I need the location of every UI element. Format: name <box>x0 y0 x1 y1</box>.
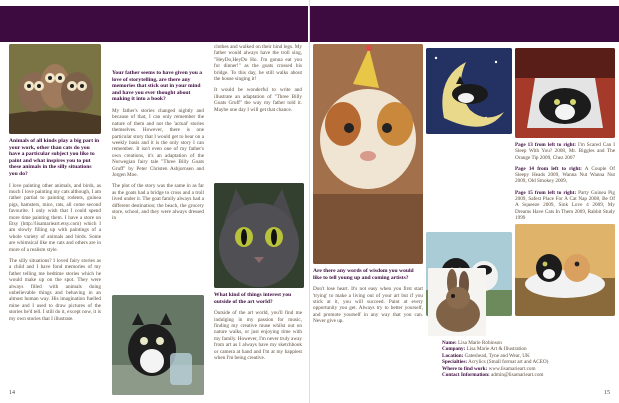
caption-page-13 <box>515 142 615 161</box>
contact-label: Name: <box>442 340 457 346</box>
contact-value: Lisa Marie Robinson <box>458 340 502 346</box>
caption-lead: Page 14 from left to right: <box>515 165 582 172</box>
caption-lead: Page 15 from left to right: <box>515 189 577 196</box>
page-number-left: 14 <box>9 390 15 396</box>
page-number-right: 15 <box>604 390 610 396</box>
caption-text: A Couple Of Sleepy Heads 2009, Wanna Nut Wanna Nut 2009, Old Smokey 2009, <box>515 165 616 185</box>
sink-cats-illustration <box>515 224 615 316</box>
caption-page-15 <box>515 190 615 221</box>
owls-illustration <box>9 44 101 134</box>
contact-label: Where to find work: <box>442 365 488 372</box>
paragraph: Outside of the art world, you'll find me indulging in my passion for music, finding my creative muse whilst out on nature walks, or just enjoying time with my family. However, I'm never truly away from art as I always have my sketchbook or camera at hand and I'm at my happiest when I'm being creative. <box>214 310 302 362</box>
contact-value: Lisa Marie Art & Illustration <box>466 346 527 353</box>
paragraph: Don't lose heart. It's not easy when you first start 'trying' to make a living out of your art but if you stick at it, you will succeed. Paint at every opportunity you get. Always try to better yourself, and promote yourself in any way that you can. Never give up. <box>313 286 423 325</box>
paragraph: I love painting other animals, and birds, as much I love painting my cats although, I am rather partial to painting rodents, guinea pigs, hamsters, mice, rats, all come second favourite. I only wish that I could spend more time painting them. I have a store on Etsy (http://lisamarieart.etsy.com) which I am slowly filling up with paintings of a whole variety of animals and birds. Some are whimsical like me cats and others are in more of a realism style. <box>9 182 101 253</box>
cat-bag-illustration <box>515 48 615 138</box>
owls-painting <box>9 44 101 134</box>
rabbit-illustration <box>428 268 486 336</box>
contact-label: Specialties: <box>442 359 468 366</box>
moon-cat-painting <box>426 48 512 134</box>
header-band <box>0 6 308 42</box>
sink-cats-painting <box>515 224 615 316</box>
right-page <box>310 0 619 403</box>
question-animals: Animals of all kinds play a big part in your work, other than cats do you have a particular subject you like to paint and what inspires you to put these animals in the silly situations you do? <box>9 138 100 177</box>
grey-cat-painting <box>214 183 304 288</box>
caption-page-14 <box>515 166 615 185</box>
contact-label: Location: <box>442 352 464 359</box>
captions-block <box>515 142 615 226</box>
rabbit-painting <box>428 268 486 336</box>
contact-email-row <box>442 372 612 378</box>
cat-bag-painting <box>515 48 615 138</box>
left-column-2 <box>112 70 204 227</box>
cat-jar-illustration <box>112 295 204 395</box>
caption-lead: Page 13 from left to right: <box>515 142 576 148</box>
contact-label: Company: <box>442 346 466 353</box>
paragraph: My father's stories changed nightly and because of that, I can only remember the nature of them and not the 'actual' stories themselves. However, there is one particular story that I would get to hear on a weekly basis and it is the only story I can remember. It isn't even one of my father's own creations, it's an adaptation of the Norwegian fairy tale "Three Billy Goats Gruff" by Peter Christen Asbjornsen and Jorgen Moe. <box>112 107 204 179</box>
moon-cat-illustration <box>426 48 512 134</box>
header-band <box>310 6 619 42</box>
left-column-1 <box>9 138 101 327</box>
contact-value: Acrylics (Small format art and ACEO) <box>468 359 549 366</box>
contact-label: Contact Information: <box>442 372 490 379</box>
question-interests: What kind of things interest you outside of the art world? <box>214 292 292 305</box>
paragraph: The silly situations? I loved fairy stories as a child and I have fond memories of my father telling me bedtime stories which he would make up on the spot. They were always filled with animals doing unbelievable things and behaving in an almost human way. His imagination fuelled mine and I used to draw pictures of the stories he'd tell. I still do it, except now, it is my own stories that I illustrate. <box>9 258 101 322</box>
cat-jar-painting <box>112 295 204 395</box>
guinea-pig-painting <box>313 44 423 264</box>
left-column-3 <box>214 44 302 118</box>
question-storytelling: Your father seems to have given you a love of storytelling, are there any memories that stick out in your mind and have you ever thought about making it into a book? <box>112 70 203 103</box>
contact-value: admin@lisamarieart.com <box>491 372 544 379</box>
caption-text: I'm Scared Can I Sleep With You? 2008, Mr. Biggles and The Orange Tip 2009, Chez 2007 <box>515 142 615 161</box>
paragraph: clothes and walked on their hind legs. My father would always have the troll sing, "HeyDo,HeyDo Ho. I'm gonna eat you for dinner!" as the goats crossed his bridge. To this day, he still walks about the house singing it! <box>214 44 302 83</box>
left-column-3-lower <box>214 292 302 366</box>
contact-details <box>442 340 612 378</box>
question-wisdom: Are there any words of wisdom you would like to tell young up and coming artists? <box>313 268 414 281</box>
contact-value: www.lisamarieart.com <box>488 365 536 372</box>
caption-text: Party Guinea Pig 2009, Safest Place For A Cat Nap 2008, Be Of A Squeeze 2009, Sink Love 4 2009, My Dreams Have Cats In Them 2009, Rabbit Study 1999 <box>515 189 615 221</box>
right-column-1 <box>313 268 423 330</box>
paragraph: It would be wonderful to write and illustrate an adaptation of "Three Billy Goats Gruff" the way my father told it. Maybe one day I will get that chance. <box>214 87 302 113</box>
grey-cat-illustration <box>214 183 304 288</box>
paragraph: The plot of the story was the same in as far as the goats had a bridge to cross and a troll lived under it. The goat family always had a different destination; the beach, the grocery store, school, and they were always dressed in <box>112 183 204 222</box>
guinea-pig-illustration <box>313 44 423 264</box>
contact-value: Gateshead, Tyne and Wear, UK <box>464 352 530 359</box>
